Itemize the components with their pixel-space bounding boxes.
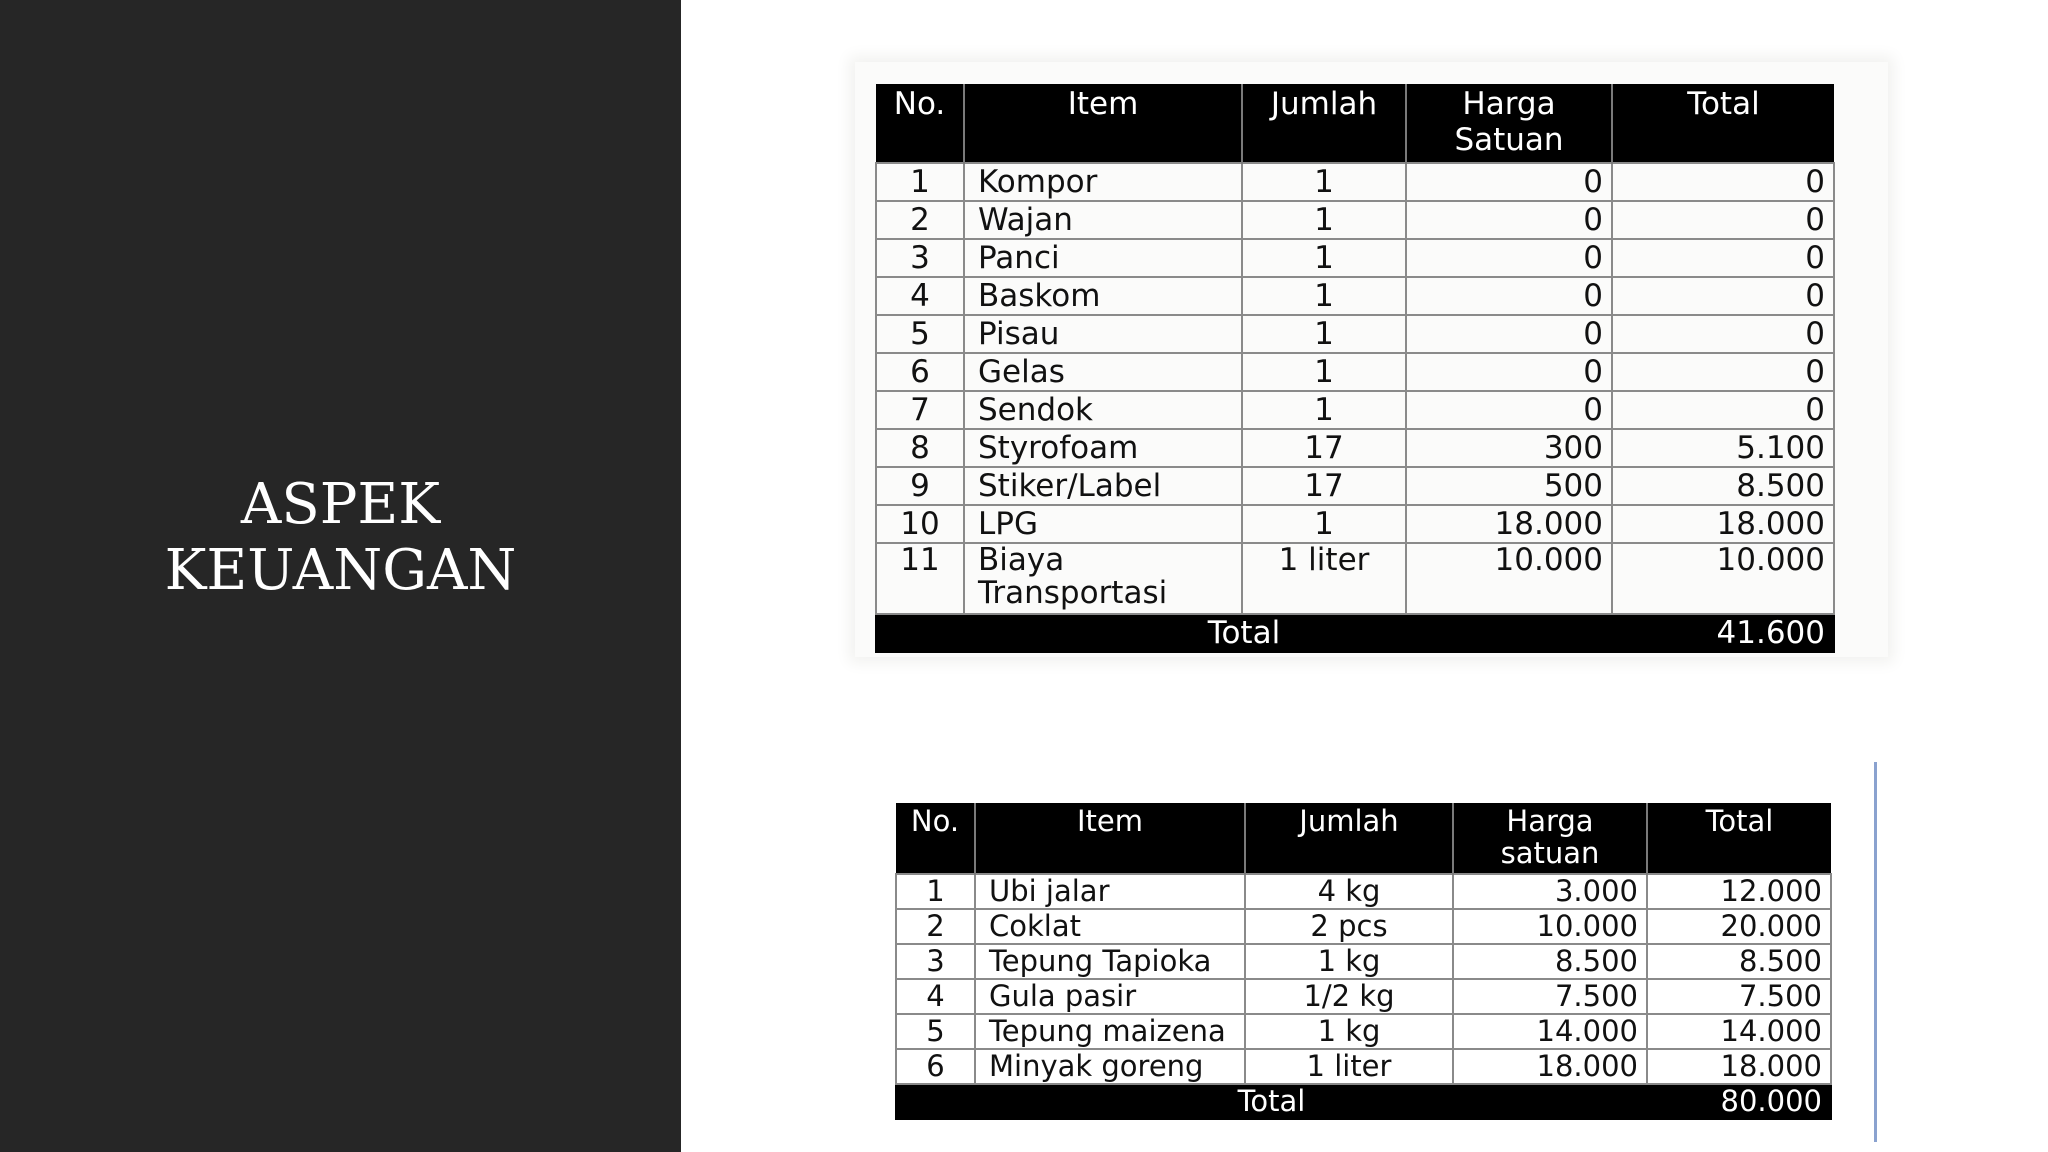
header-qty: Jumlah (1245, 803, 1453, 874)
cell-total: 0 (1612, 163, 1834, 201)
cell-no: 3 (896, 944, 975, 979)
cell-qty: 1 (1242, 239, 1406, 277)
cell-no: 5 (876, 315, 964, 353)
header-price-line-2: Satuan (1454, 122, 1564, 158)
cell-qty: 17 (1242, 467, 1406, 505)
cell-item: Kompor (964, 163, 1242, 201)
cell-item: Pisau (964, 315, 1242, 353)
cell-qty: 1 liter (1242, 543, 1406, 614)
cell-qty: 1 (1242, 201, 1406, 239)
cell-total: 7.500 (1647, 979, 1831, 1014)
cell-price: 0 (1406, 353, 1612, 391)
cell-no: 6 (876, 353, 964, 391)
header-price-line-2: satuan (1500, 836, 1600, 870)
cell-total: 14.000 (1647, 1014, 1831, 1049)
table-header-row (896, 803, 1831, 874)
ingredients-table-image (890, 800, 1836, 1122)
cell-total: 18.000 (1612, 505, 1834, 543)
cell-no: 3 (876, 239, 964, 277)
cell-no: 8 (876, 429, 964, 467)
cell-no: 2 (896, 909, 975, 944)
equipment-table-image (855, 62, 1888, 657)
table-total-row (876, 614, 1834, 652)
cell-price: 0 (1406, 201, 1612, 239)
cell-item: Gula pasir (975, 979, 1245, 1014)
header-price-line-1: Harga (1506, 804, 1594, 838)
cell-no: 7 (876, 391, 964, 429)
cell-item: Minyak goreng (975, 1049, 1245, 1084)
cell-no: 11 (876, 543, 964, 614)
header-price-line-1: Harga (1462, 86, 1556, 122)
cell-price: 18.000 (1453, 1049, 1647, 1084)
table-row (896, 909, 1831, 944)
cell-no: 1 (896, 874, 975, 909)
cell-total: 0 (1612, 201, 1834, 239)
cell-total: 10.000 (1612, 543, 1834, 614)
header-price (1453, 803, 1647, 874)
table-header-row (876, 84, 1834, 163)
header-price (1406, 84, 1612, 163)
cell-price: 18.000 (1406, 505, 1612, 543)
cell-item: Tepung maizena (975, 1014, 1245, 1049)
table-total-row (896, 1084, 1831, 1119)
cell-price: 10.000 (1453, 909, 1647, 944)
cell-qty: 1/2 kg (1245, 979, 1453, 1014)
total-amount: 80.000 (1647, 1084, 1831, 1119)
cell-qty: 1 kg (1245, 944, 1453, 979)
cell-qty: 17 (1242, 429, 1406, 467)
cell-item: Biaya Transportasi (964, 543, 1242, 614)
table-row (896, 979, 1831, 1014)
cell-qty: 2 pcs (1245, 909, 1453, 944)
cell-qty: 1 (1242, 391, 1406, 429)
cell-no: 2 (876, 201, 964, 239)
cell-item: Wajan (964, 201, 1242, 239)
cell-no: 4 (876, 277, 964, 315)
table-row (876, 163, 1834, 201)
table-row (896, 874, 1831, 909)
table-row (896, 1014, 1831, 1049)
cell-item: Gelas (964, 353, 1242, 391)
cell-qty: 1 (1242, 163, 1406, 201)
cell-qty: 1 (1242, 315, 1406, 353)
cell-item: Coklat (975, 909, 1245, 944)
cell-no: 6 (896, 1049, 975, 1084)
equipment-table (875, 84, 1835, 653)
cell-total: 18.000 (1647, 1049, 1831, 1084)
cell-price: 300 (1406, 429, 1612, 467)
header-total: Total (1647, 803, 1831, 874)
cell-item: Panci (964, 239, 1242, 277)
cell-qty: 1 kg (1245, 1014, 1453, 1049)
cell-qty: 4 kg (1245, 874, 1453, 909)
table-row (876, 467, 1834, 505)
table-row (876, 353, 1834, 391)
cell-total: 0 (1612, 391, 1834, 429)
cell-no: 1 (876, 163, 964, 201)
cell-qty: 1 (1242, 277, 1406, 315)
total-amount: 41.600 (1612, 614, 1834, 652)
cell-qty: 1 (1242, 353, 1406, 391)
header-qty: Jumlah (1242, 84, 1406, 163)
cell-price: 8.500 (1453, 944, 1647, 979)
table-row (896, 944, 1831, 979)
total-label: Total (876, 614, 1612, 652)
cell-item: LPG (964, 505, 1242, 543)
cell-total: 0 (1612, 315, 1834, 353)
header-no: No. (876, 84, 964, 163)
table-row (876, 277, 1834, 315)
image-edge-line (1874, 762, 1877, 1142)
table-row (876, 429, 1834, 467)
cell-total: 8.500 (1612, 467, 1834, 505)
cell-price: 0 (1406, 163, 1612, 201)
cell-price: 0 (1406, 391, 1612, 429)
cell-total: 12.000 (1647, 874, 1831, 909)
table-row (896, 1049, 1831, 1084)
cell-item: Styrofoam (964, 429, 1242, 467)
cell-total: 0 (1612, 277, 1834, 315)
title-panel (0, 0, 681, 1152)
header-item: Item (975, 803, 1245, 874)
cell-item: Baskom (964, 277, 1242, 315)
cell-price: 0 (1406, 239, 1612, 277)
cell-qty: 1 liter (1245, 1049, 1453, 1084)
header-item: Item (964, 84, 1242, 163)
cell-no: 4 (896, 979, 975, 1014)
ingredients-table (895, 803, 1832, 1120)
table-row (876, 201, 1834, 239)
cell-total: 0 (1612, 239, 1834, 277)
slide-title (0, 472, 681, 604)
cell-total: 5.100 (1612, 429, 1834, 467)
cell-no: 9 (876, 467, 964, 505)
cell-price: 0 (1406, 277, 1612, 315)
cell-qty: 1 (1242, 505, 1406, 543)
cell-price: 14.000 (1453, 1014, 1647, 1049)
table-row (876, 239, 1834, 277)
table-row (876, 391, 1834, 429)
cell-no: 10 (876, 505, 964, 543)
table-row (876, 505, 1834, 543)
header-no: No. (896, 803, 975, 874)
table-row (876, 543, 1834, 614)
header-total: Total (1612, 84, 1834, 163)
cell-item: Sendok (964, 391, 1242, 429)
slide-title-line-2: KEUANGAN (164, 538, 517, 603)
cell-total: 20.000 (1647, 909, 1831, 944)
cell-total: 0 (1612, 353, 1834, 391)
slide-title-line-1: ASPEK (240, 472, 441, 537)
cell-item: Ubi jalar (975, 874, 1245, 909)
cell-price: 0 (1406, 315, 1612, 353)
cell-item: Tepung Tapioka (975, 944, 1245, 979)
total-label: Total (896, 1084, 1647, 1119)
cell-price: 3.000 (1453, 874, 1647, 909)
cell-price: 10.000 (1406, 543, 1612, 614)
cell-price: 7.500 (1453, 979, 1647, 1014)
cell-price: 500 (1406, 467, 1612, 505)
cell-item: Stiker/Label (964, 467, 1242, 505)
table-row (876, 315, 1834, 353)
cell-total: 8.500 (1647, 944, 1831, 979)
cell-no: 5 (896, 1014, 975, 1049)
